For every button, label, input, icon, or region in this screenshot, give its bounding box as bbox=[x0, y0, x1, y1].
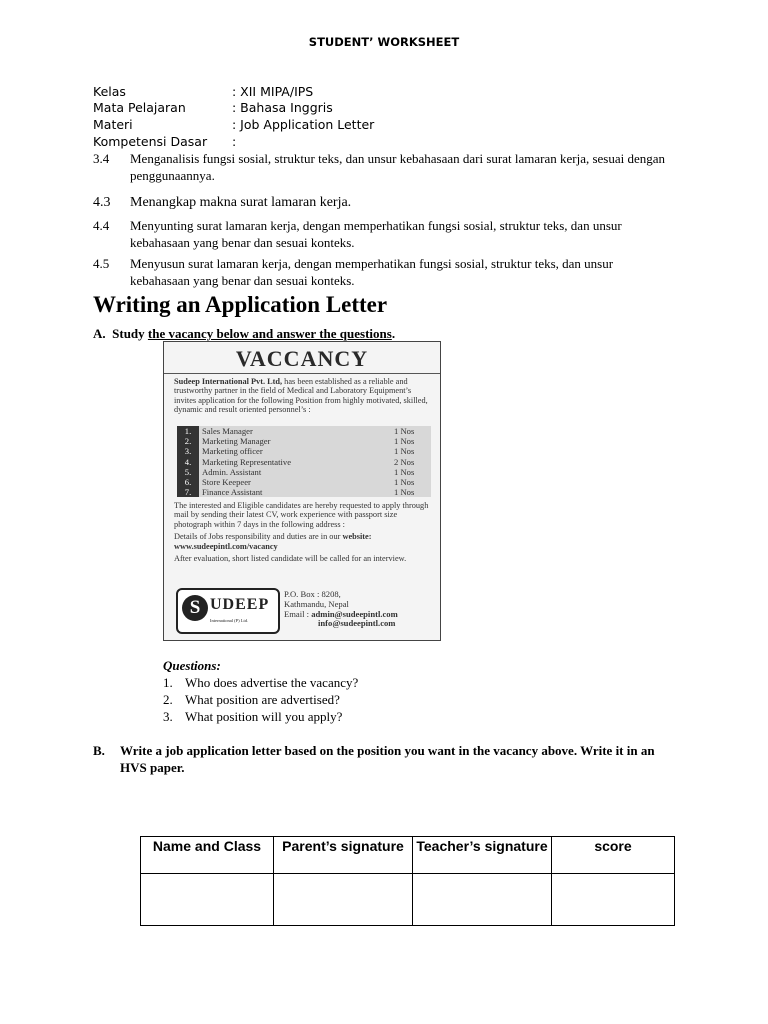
question-text: What position will you apply? bbox=[185, 709, 343, 724]
position-no: 7. bbox=[177, 487, 199, 497]
position-no: 5. bbox=[177, 467, 199, 477]
position-qty: 1 Nos bbox=[391, 446, 431, 456]
position-name: Marketing officer bbox=[199, 446, 391, 456]
header-parent-signature: Parent’s signature bbox=[274, 837, 413, 874]
vacancy-apply-text: The interested and Eligible candidates are hereby requested to apply through mail by sending their latest CV, work experience with passport size photograph within 7 days in the following address : bbox=[174, 501, 429, 529]
table-row bbox=[177, 446, 431, 456]
info-key: Kompetensi Dasar bbox=[93, 134, 208, 149]
logo-name: UDEEP bbox=[210, 596, 270, 613]
table-row bbox=[177, 487, 431, 497]
table-header-row bbox=[141, 837, 675, 874]
info-value: : Job Application Letter bbox=[232, 117, 375, 132]
question-number: 3. bbox=[163, 709, 173, 724]
city: Kathmandu, Nepal bbox=[284, 598, 349, 609]
section-b-label: B. bbox=[93, 743, 105, 758]
worksheet-title: STUDENT’ WORKSHEET bbox=[308, 35, 460, 49]
company-logo bbox=[176, 588, 280, 634]
vacancy-website-link[interactable]: www.sudeepintl.com/vacancy bbox=[174, 541, 278, 551]
section-a-text: Study bbox=[112, 326, 148, 341]
vacancy-intro bbox=[174, 377, 434, 415]
section-a-text-underlined: the vacancy below and answer the questions bbox=[147, 326, 392, 341]
info-value: : XII MIPA/IPS bbox=[232, 84, 314, 99]
cell-teacher-signature[interactable] bbox=[413, 874, 552, 926]
table-row bbox=[177, 426, 431, 436]
vacancy-intro-text: has been established as a reliable and trustworthy partner in the field of Medical and Laboratory Equipment’s invites application for the following Position from highly motivated, skilled, dynamic and result oriented personnel’s : bbox=[174, 377, 428, 415]
position-no: 6. bbox=[177, 477, 199, 487]
competency-number: 3.4 bbox=[93, 151, 110, 166]
main-title: Writing an Application Letter bbox=[93, 292, 388, 317]
section-b-text: Write a job application letter based on the position you want in the vacancy above. Write it in an HVS paper. bbox=[120, 743, 655, 775]
vacancy-details bbox=[174, 532, 434, 541]
cell-score[interactable] bbox=[552, 874, 675, 926]
vacancy-address bbox=[284, 590, 398, 629]
signature-table bbox=[140, 836, 675, 926]
position-qty: 2 Nos bbox=[391, 457, 431, 467]
vacancy-instructions bbox=[174, 501, 434, 563]
table-row bbox=[177, 477, 431, 487]
competency-text: Menganalisis fungsi sosial, struktur teks, dan unsur kebahasaan dari surat lamaran kerja, sesuai dengan penggunaannya. bbox=[130, 151, 666, 183]
vacancy-title: VACCANCY bbox=[164, 346, 440, 374]
question-item bbox=[163, 675, 358, 691]
vacancy-advertisement bbox=[163, 341, 441, 641]
position-qty: 1 Nos bbox=[391, 426, 431, 436]
question-item bbox=[163, 709, 342, 725]
question-item bbox=[163, 692, 340, 708]
email-label: Email : bbox=[284, 608, 312, 619]
competency-number: 4.4 bbox=[93, 218, 110, 233]
vacancy-evaluation-text: After evaluation, short listed candidate will be called for an interview. bbox=[174, 554, 407, 564]
email-admin[interactable]: admin@sudeepintl.com bbox=[311, 608, 398, 619]
questions-title: Questions: bbox=[163, 658, 221, 673]
vacancy-company: Sudeep International Pvt. Ltd, bbox=[174, 377, 283, 386]
question-number: 2. bbox=[163, 692, 173, 707]
info-value: : bbox=[232, 134, 237, 149]
table-row bbox=[177, 457, 431, 467]
cell-parent-signature[interactable] bbox=[274, 874, 413, 926]
info-key: Kelas bbox=[93, 84, 126, 99]
position-name: Marketing Representative bbox=[199, 457, 391, 467]
position-qty: 1 Nos bbox=[391, 477, 431, 487]
section-a-text-end: . bbox=[391, 326, 396, 341]
info-key: Materi bbox=[93, 117, 133, 132]
header-score: score bbox=[552, 837, 675, 874]
info-value: : Bahasa Inggris bbox=[232, 100, 333, 115]
position-qty: 1 Nos bbox=[391, 467, 431, 477]
position-no: 1. bbox=[177, 426, 199, 436]
header-name-class: Name and Class bbox=[141, 837, 274, 874]
cell-name-class[interactable] bbox=[141, 874, 274, 926]
position-no: 4. bbox=[177, 457, 199, 467]
logo-letter: S bbox=[182, 595, 208, 621]
competency-number: 4.5 bbox=[93, 256, 110, 271]
position-qty: 1 Nos bbox=[391, 436, 431, 446]
position-no: 3. bbox=[177, 446, 199, 456]
po-box: P.O. Box : 8208, bbox=[284, 589, 341, 599]
email-info[interactable]: info@sudeepintl.com bbox=[318, 618, 396, 629]
position-name: Finance Assistant bbox=[199, 487, 391, 497]
position-name: Store Keepeer bbox=[199, 477, 391, 487]
position-no: 2. bbox=[177, 436, 199, 446]
question-number: 1. bbox=[163, 675, 173, 690]
vacancy-details-text: Details of Jobs responsibility and duties are in our bbox=[174, 532, 343, 542]
question-text: Who does advertise the vacancy? bbox=[185, 675, 359, 690]
vacancy-position-table bbox=[177, 426, 431, 497]
info-key: Mata Pelajaran bbox=[93, 100, 186, 115]
question-text: What position are advertised? bbox=[185, 692, 340, 707]
competency-text: Menangkap makna surat lamaran kerja. bbox=[130, 195, 352, 210]
position-name: Sales Manager bbox=[199, 426, 391, 436]
logo-subtitle: International (P) Ltd. bbox=[210, 618, 249, 623]
position-qty: 1 Nos bbox=[391, 487, 431, 497]
section-a-heading bbox=[93, 326, 395, 342]
header-teacher-signature: Teacher’s signature bbox=[413, 837, 552, 874]
vacancy-website-label: website: bbox=[342, 532, 372, 542]
position-name: Admin. Assistant bbox=[199, 467, 391, 477]
table-row bbox=[177, 436, 431, 446]
competency-text: Menyusun surat lamaran kerja, dengan memperhatikan fungsi sosial, struktur teks, dan unsur kebahasaan yang benar dan sesuai konteks. bbox=[130, 256, 614, 288]
competency-number: 4.3 bbox=[93, 195, 111, 210]
competency-text: Menyunting surat lamaran kerja, dengan memperhatikan fungsi sosial, struktur teks, dan unsur kebahasaan yang benar dan sesuai konteks. bbox=[130, 218, 622, 250]
table-row bbox=[141, 874, 675, 926]
section-a-label: A. bbox=[93, 326, 106, 341]
table-row bbox=[177, 467, 431, 477]
position-name: Marketing Manager bbox=[199, 436, 391, 446]
